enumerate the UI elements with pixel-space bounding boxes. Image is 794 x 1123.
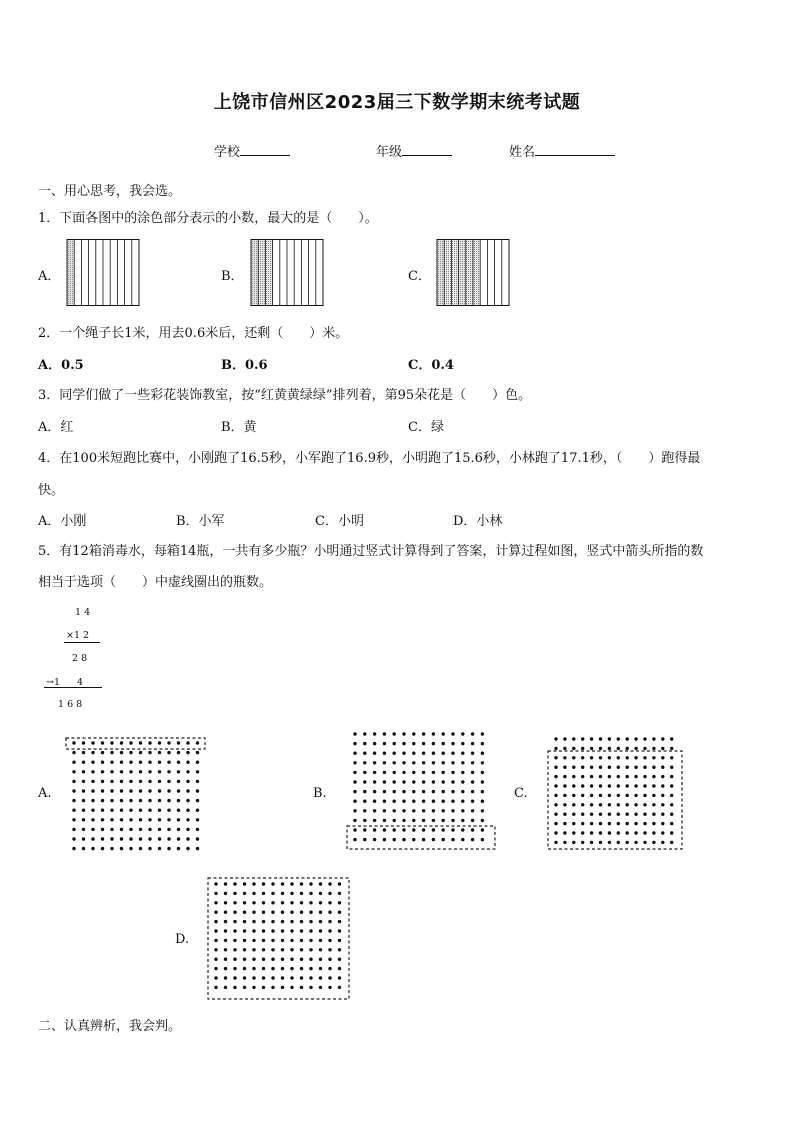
grade-field (376, 141, 452, 160)
section-heading-2: 二、认真辨析，我会判。 (38, 1019, 182, 1034)
shaded-column (251, 240, 258, 306)
question-2-text: 2．一个绳子长1米，用去0.6米后，还剩（ ）米。 (38, 326, 349, 341)
school-field (214, 141, 290, 160)
question-1-text: 1．下面各图中的涂色部分表示的小数，最大的是（ ）。 (38, 211, 378, 226)
q5-option-c-label: C. (514, 786, 528, 801)
q5-dot-array-c (546, 733, 684, 851)
q5-dot-array-d (206, 876, 352, 1001)
school-blank (240, 142, 290, 156)
q1-option-a-label: A． (38, 269, 61, 284)
q2-option-b: B．0.6 (221, 358, 268, 373)
shaded-column (459, 240, 466, 306)
q4-option-a: A．小刚 (38, 514, 87, 529)
q1-option-c-label: C． (408, 269, 431, 284)
name-label: 姓名 (509, 145, 536, 160)
name-blank (535, 142, 615, 156)
q5-option-a-label: A. (38, 786, 52, 801)
q3-option-c: C．绿 (408, 420, 444, 435)
shaded-column (258, 240, 265, 306)
q1-option-b-label: B． (221, 269, 244, 284)
shaded-column (473, 240, 480, 306)
q1-grid-a (66, 239, 140, 306)
shaded-column (444, 240, 451, 306)
question-4-text-line2: 快。 (38, 483, 65, 498)
school-label: 学校 (214, 145, 241, 160)
q1-grid-c (436, 239, 510, 306)
calc-row-multiplicand: 1 4 (75, 607, 91, 618)
shaded-column (265, 240, 272, 306)
name-field (509, 141, 615, 160)
grade-label: 年级 (376, 145, 403, 160)
calc-arrow-digit: →1 (46, 677, 61, 688)
shaded-column (451, 240, 458, 306)
calc-row-partial-1: 2 8 (72, 653, 88, 664)
question-5-text-line2: 相当于选项（ ）中虚线圈出的瓶数。 (38, 575, 273, 590)
q3-option-a: A．红 (38, 420, 74, 435)
q5-option-d-label: D. (175, 932, 190, 947)
calc-row-partial-2: 4 (77, 677, 84, 688)
calc-row-multiplier: ×1 2 (66, 630, 90, 641)
q5-dot-array-a (64, 735, 208, 857)
shaded-column (67, 240, 74, 306)
calc-line-1 (64, 642, 100, 643)
section-heading-1: 一、用心思考，我会选。 (38, 184, 182, 199)
shaded-column (466, 240, 473, 306)
q5-option-b-label: B. (313, 786, 327, 801)
q3-option-b: B．黄 (221, 420, 257, 435)
question-3-text: 3．同学们做了一些彩花装饰教室，按“红黄黄绿绿”排列着，第95朵花是（ ）色。 (38, 388, 532, 403)
shaded-column (437, 240, 444, 306)
q1-grid-b (250, 239, 324, 306)
q4-option-d: D．小林 (453, 514, 503, 529)
page-title: 上饶市信州区2023届三下数学期末统考试题 (213, 92, 581, 113)
q2-option-a: A．0.5 (38, 358, 84, 373)
q2-option-c: C．0.4 (408, 358, 454, 373)
calc-row-product: 1 6 8 (58, 699, 83, 710)
question-5-text-line1: 5．有12箱消毒水，每箱14瓶，一共有多少瓶？小明通过竖式计算得到了答案，计算过程如图，竖式中箭头所指的数 (38, 544, 704, 559)
q5-dot-array-b (344, 728, 498, 854)
grade-blank (402, 142, 452, 156)
q4-option-b: B．小军 (176, 514, 225, 529)
q4-option-c: C．小明 (315, 514, 364, 529)
calc-line-2 (44, 687, 102, 688)
question-4-text-line1: 4．在100米短跑比赛中，小刚跑了16.5秒，小军跑了16.9秒，小明跑了15.6秒，小林跑了17.1秒，（ ）跑得最 (38, 451, 701, 466)
